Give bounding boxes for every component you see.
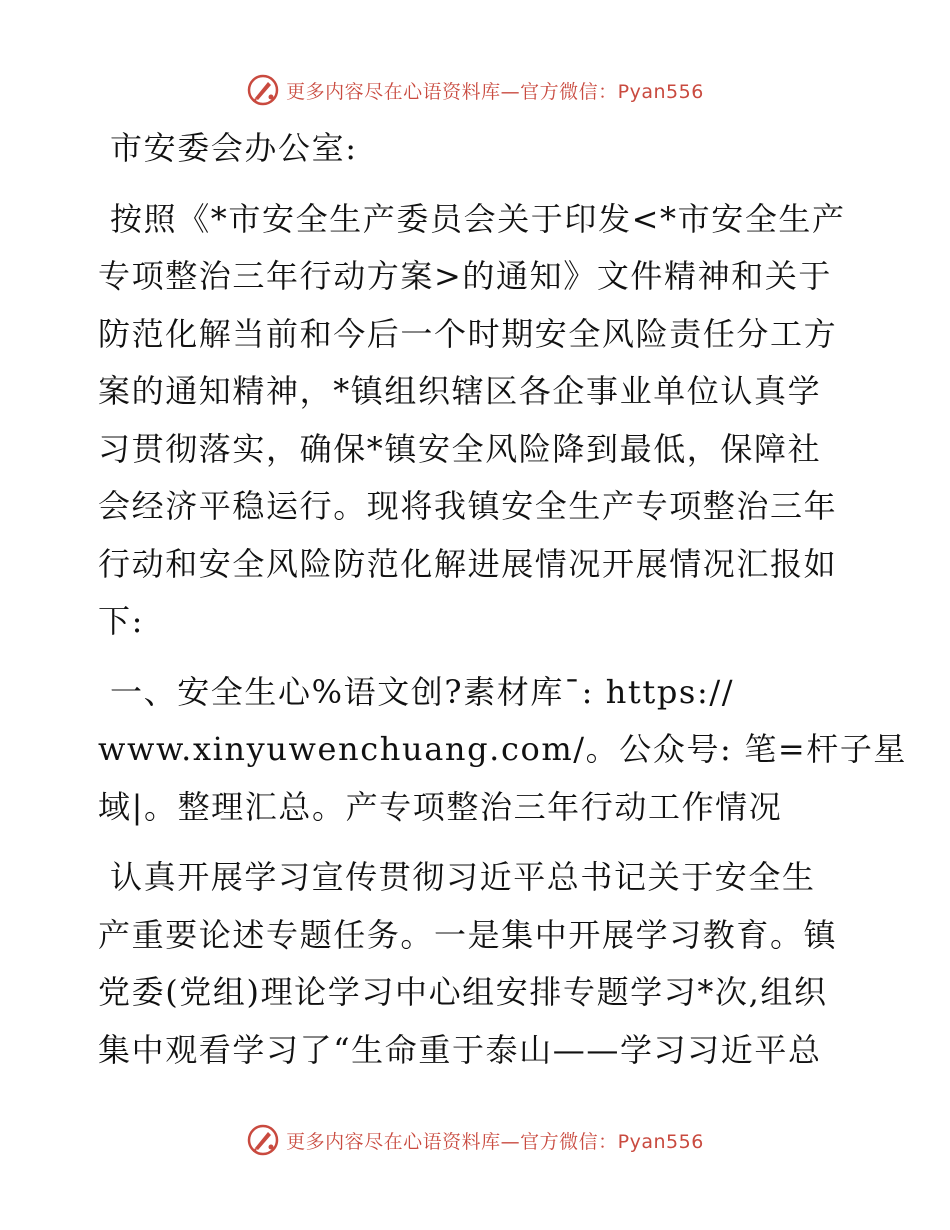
watermark-text: 更多内容尽在心语资料库—官方微信：Pyan556 (286, 80, 704, 103)
greeting-text: 市安委会办公室: (110, 129, 358, 167)
text-line: 集中观看学习了“生命重于泰山——学习习近平总 (98, 1030, 822, 1069)
paragraph-study-campaign (98, 849, 858, 1079)
header-watermark-banner (0, 70, 950, 110)
text-line: 案的通知精神，*镇组织辖区各企事业单位认真学 (98, 372, 822, 410)
text-line: www.xinyuwenchuang.com/。公众号: 笔=杆子星 (98, 730, 908, 768)
footer-watermark-banner (0, 1120, 950, 1160)
text-line: 按照《*市安全生产委员会关于印发<*市安全生产 (110, 199, 846, 238)
text-line: 专项整治三年行动方案>的通知》文件精神和关于 (98, 257, 833, 295)
text-line: 会经济平稳运行。现将我镇安全生产专项整治三年 (98, 487, 838, 525)
quill-pen-logo-icon (246, 1123, 280, 1157)
text-line: 习贯彻落实，确保*镇安全风险降到最低，保障社 (98, 429, 822, 468)
text-line: 下: (98, 602, 144, 640)
paragraph-intro (98, 191, 858, 651)
watermark-text: 更多内容尽在心语资料库—官方微信：Pyan556 (286, 1130, 704, 1153)
text-line: 防范化解当前和今后一个时期安全风险责任分工方 (98, 314, 838, 353)
greeting-paragraph (98, 120, 858, 178)
text-line: 域|。整理汇总。产专项整治三年行动工作情况 (98, 787, 783, 826)
quill-pen-logo-icon (246, 73, 280, 107)
text-line: 党委(党组)理论学习中心组安排专题学习*次,组织 (98, 973, 828, 1011)
text-line: 一、安全生心%语文创?素材库¯: https:// (110, 672, 735, 711)
paragraph-section-one-heading (98, 664, 908, 837)
document-body (98, 120, 908, 1092)
text-line: 产重要论述专题任务。一是集中开展学习教育。镇 (98, 915, 838, 954)
text-line: 行动和安全风险防范化解进展情况开展情况汇报如 (98, 544, 838, 583)
text-line: 认真开展学习宣传贯彻习近平总书记关于安全生 (110, 858, 816, 896)
